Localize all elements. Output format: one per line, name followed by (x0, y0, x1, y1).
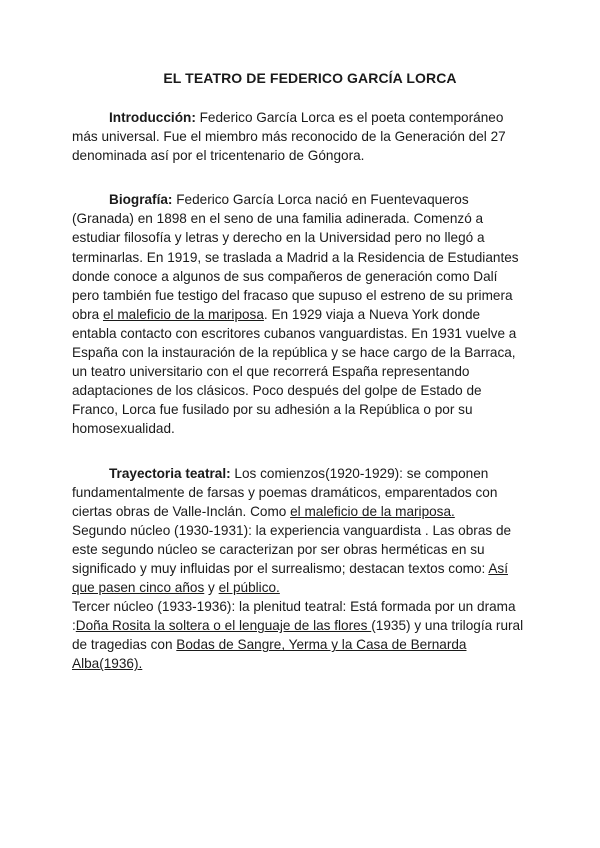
and-text: y (204, 580, 219, 596)
tercer-nucleo-paragraph (72, 597, 524, 673)
bio-text-2: . En 1929 viaja a Nueva York donde entabla contacto con escritores cubanos vanguardistas. En 1931 vuelve a España con la instauración de la república y se hace cargo de la Barraca, un teatro universitario con el que recorrerá España representando adaptaciones de los clásicos. Poco después del golpe de Estado de Franco, Lorca fue fusilado por su adhesión a la República o por su homosexualidad. (72, 306, 517, 437)
segundo-nucleo-paragraph (72, 521, 524, 597)
bio-paragraph (72, 190, 524, 438)
page-title: EL TEATRO DE FEDERICO GARCÍA LORCA (163, 70, 457, 86)
trayectoria-text-1: Los comienzos(1920-1929): se componen fundamentalmente de farsas y poemas dramáticos, emparentados con ciertas obras de Valle-Inclán. Como (72, 465, 498, 519)
intro-label: Introducción: (109, 110, 196, 125)
link-trilogia-rural[interactable]: Bodas de Sangre, Yerma y la Casa de Bernarda Alba(1936). (72, 637, 467, 672)
bio-link-maleficio[interactable]: el maleficio de la mariposa (102, 306, 264, 322)
tercer-nucleo-mid: (1935) y una trilogía rural de tragedias con (72, 618, 524, 653)
tercer-nucleo-text: Tercer núcleo (1933-1936): la plenitud teatral: Está formada por un drama : (72, 599, 516, 634)
document-page (72, 70, 524, 699)
trayectoria-label: Trayectoria teatral: (109, 465, 231, 481)
intro-paragraph (72, 108, 524, 165)
link-dona-rosita[interactable]: Doña Rosita la soltera o el lenguaje de las flores (75, 618, 372, 634)
trayectoria-paragraph (72, 464, 524, 521)
segundo-nucleo-text: Segundo núcleo (1930-1931): la experiencia vanguardista . Las obras de este segundo núcleo se caracterizan por ser obras herméticas en su significado y muy influidas por el surrealismo; destacan textos como: (72, 522, 512, 576)
bio-text-1: Federico García Lorca nació en Fuentevaqueros (Granada) en 1898 en el seno de una familia adinerada. Comenzó a estudiar filosofía y letras y derecho en la Universidad pero no llegó a terminarlas. En 1919, se traslada a Madrid a la Residencia de Estudiantes donde conoce a algunos de sus compañeros de generación como Dalí pero también fue testigo del fracaso que supuso el estreno de su primera obra (72, 192, 519, 322)
intro-text: Federico García Lorca es el poeta contemporáneo más universal. Fue el miembro más reconocido de la Generación del 27 denominada así por el tricentenario de Góngora. (72, 110, 506, 164)
trayectoria-link-maleficio[interactable]: el maleficio de la mariposa. (290, 503, 455, 519)
link-asi-que-pasen[interactable]: Así que pasen cinco años (72, 560, 508, 596)
bio-label: Biografía: (109, 192, 173, 208)
link-el-publico[interactable]: el público. (218, 580, 280, 596)
